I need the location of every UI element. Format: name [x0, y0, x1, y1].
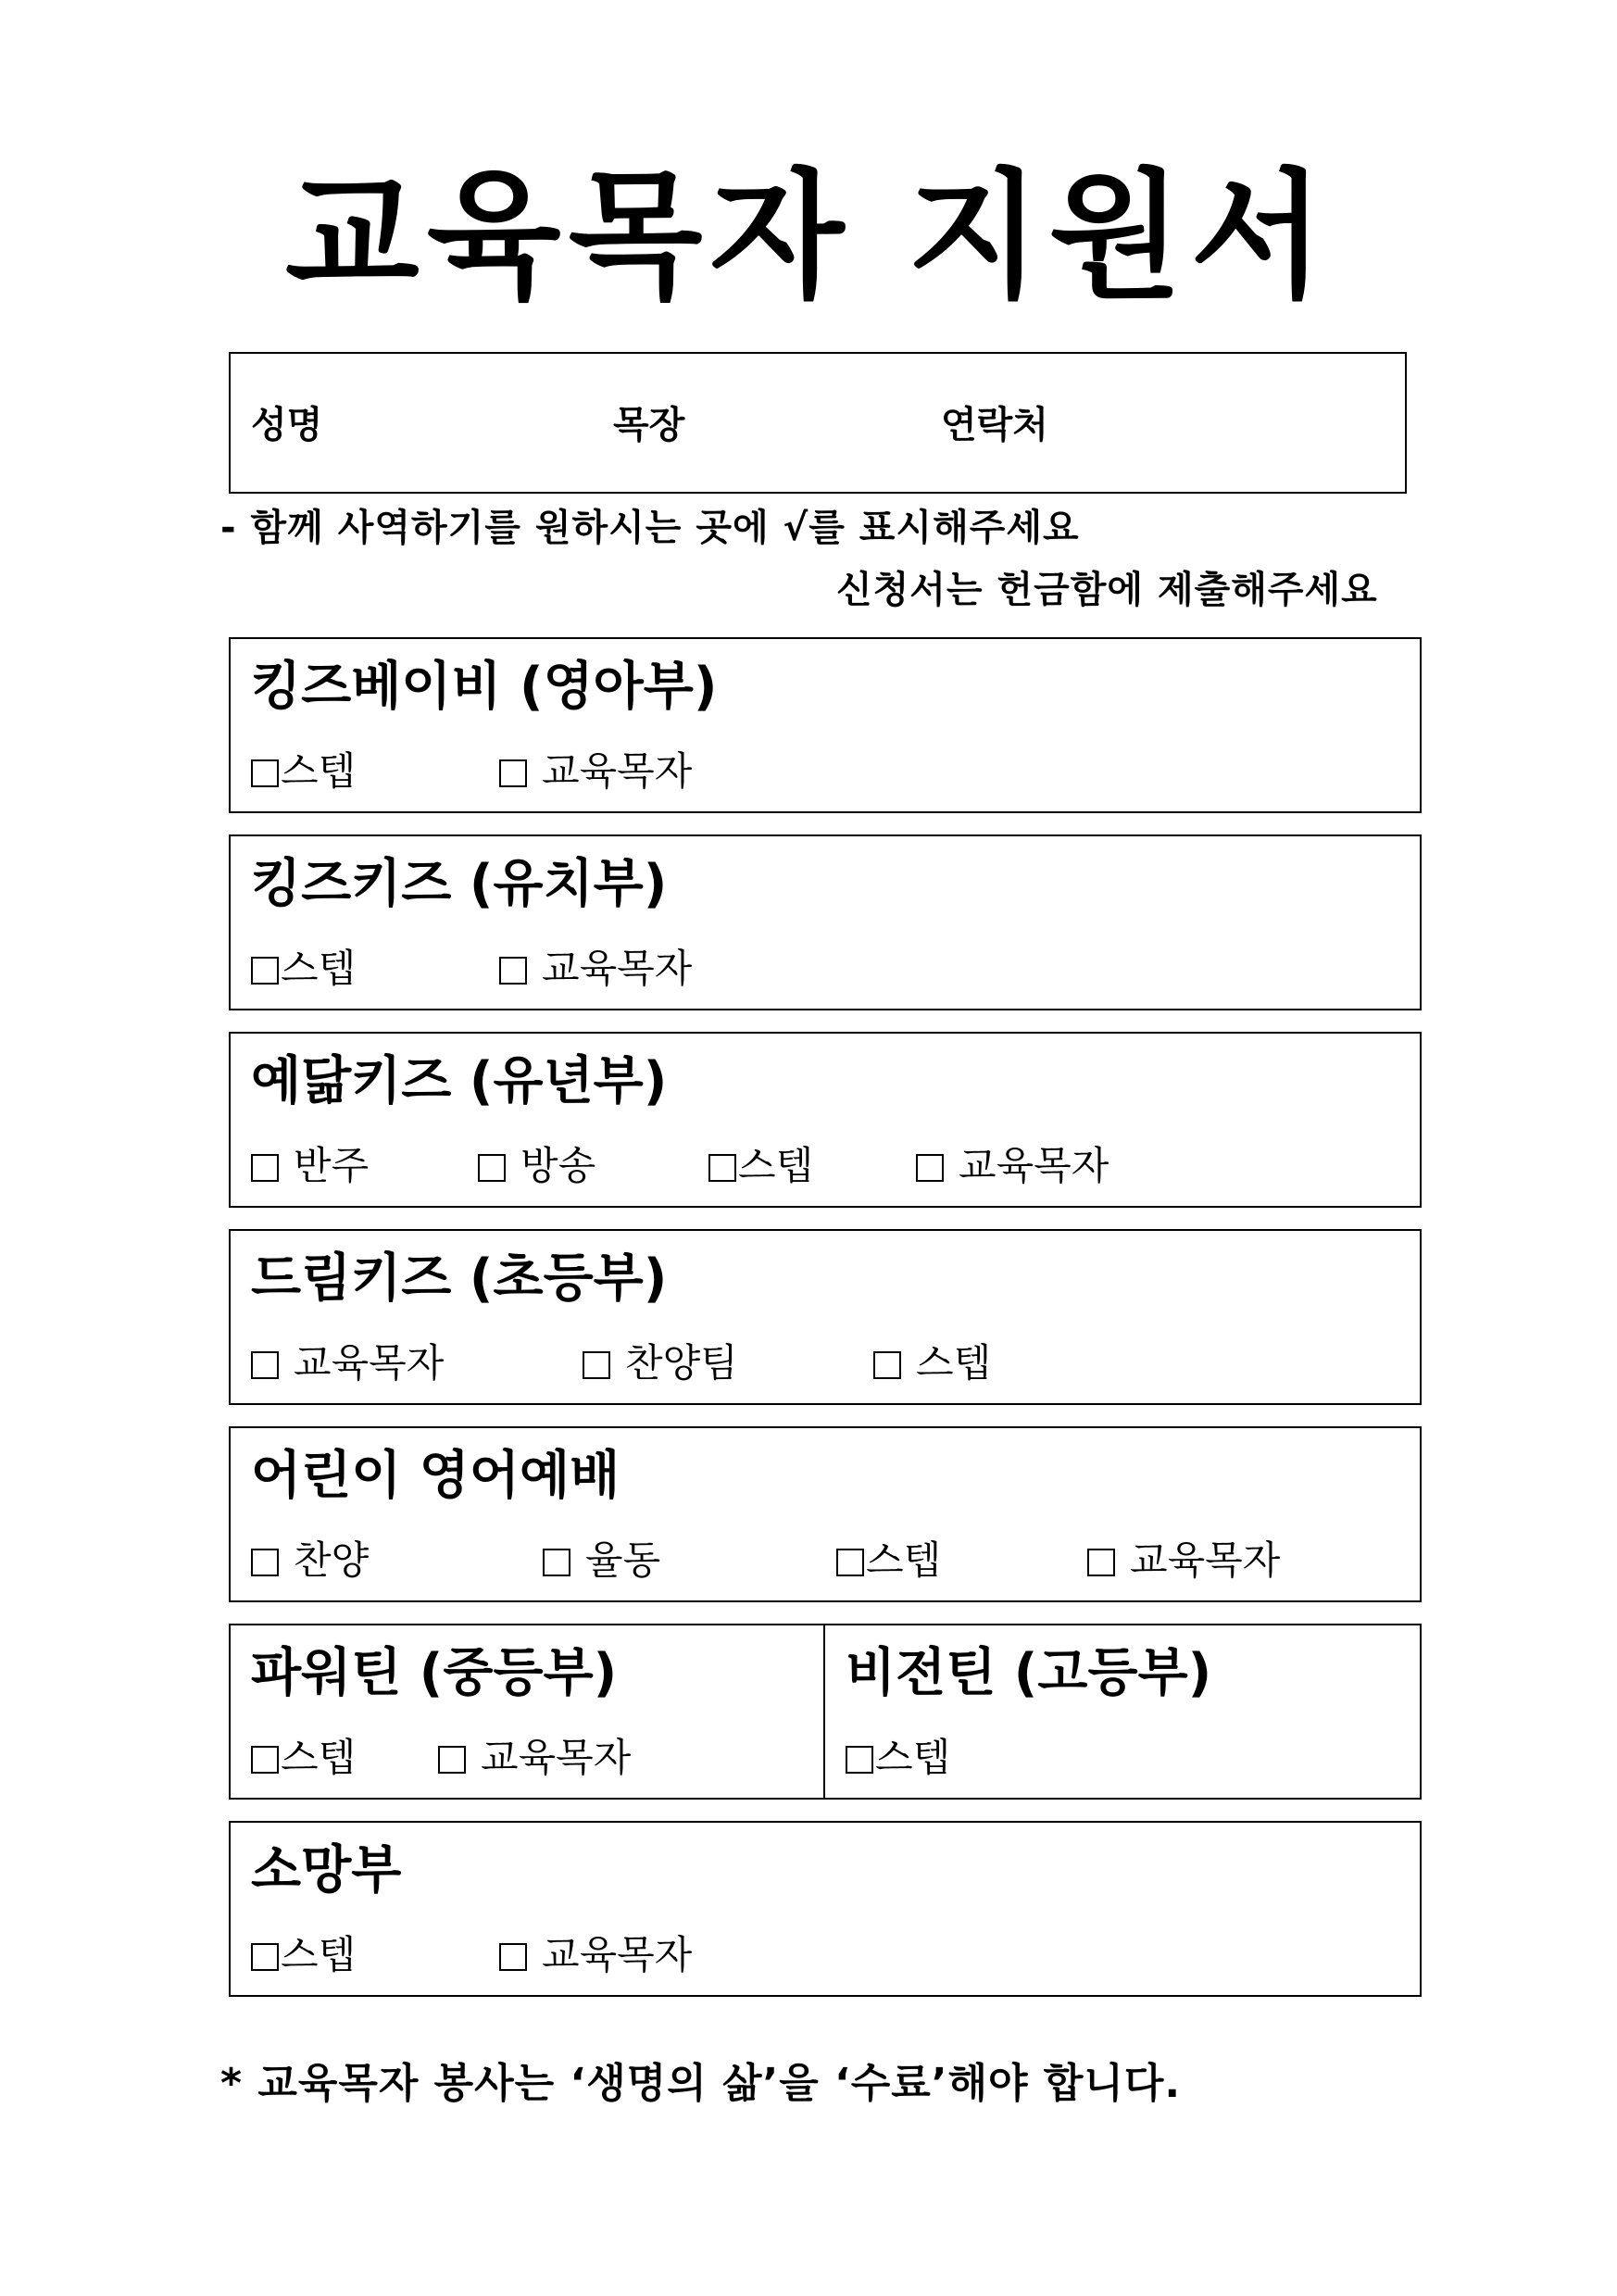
section-yedam-kids — [229, 1032, 1422, 1208]
section-title: 예닮키즈 (유년부) — [251, 1051, 668, 1111]
checkbox-icon[interactable] — [836, 1549, 864, 1576]
option-teacher[interactable] — [916, 1140, 1109, 1192]
checkbox-icon[interactable] — [251, 1154, 279, 1182]
checkbox-icon[interactable] — [251, 1351, 279, 1379]
applicant-info-box — [229, 352, 1407, 494]
option-label: 찬양팀 — [625, 1340, 738, 1386]
checkbox-icon[interactable] — [251, 1746, 279, 1774]
checkbox-icon[interactable] — [251, 1549, 279, 1576]
column-divider — [823, 1625, 825, 1798]
title-part1: 교육목자 — [284, 155, 852, 318]
option-staff[interactable] — [251, 1732, 356, 1784]
section-title: 어린이 영어예배 — [251, 1446, 620, 1506]
section-title: 비전틴 (고등부) — [846, 1643, 1212, 1703]
option-label: 교육목자 — [542, 1932, 693, 1977]
option-label: 스텝 — [866, 1537, 942, 1583]
option-teacher[interactable] — [438, 1732, 631, 1784]
checkbox-icon[interactable] — [708, 1154, 736, 1182]
option-staff[interactable] — [708, 1140, 813, 1192]
option-label: 방송 — [520, 1143, 596, 1188]
checkbox-icon[interactable] — [543, 1549, 570, 1576]
checkbox-icon[interactable] — [873, 1351, 901, 1379]
option-label: 스텝 — [281, 1735, 357, 1780]
section-title: 파워틴 (중등부) — [251, 1643, 618, 1703]
option-broadcast[interactable] — [478, 1140, 595, 1192]
checkbox-icon[interactable] — [583, 1351, 610, 1379]
section-somang — [229, 1821, 1422, 1997]
mokjang-label: 목장 — [613, 404, 685, 446]
option-staff[interactable] — [836, 1535, 941, 1587]
checkbox-icon[interactable] — [438, 1746, 466, 1774]
checkbox-icon[interactable] — [251, 957, 279, 985]
checkbox-icon[interactable] — [251, 759, 279, 787]
contact-label: 연락처 — [941, 404, 1048, 446]
checkbox-icon[interactable] — [846, 1746, 873, 1774]
option-label: 교육목자 — [294, 1340, 445, 1386]
option-label: 교육목자 — [542, 946, 693, 991]
checkbox-icon[interactable] — [478, 1154, 506, 1182]
option-staff[interactable] — [251, 746, 356, 797]
option-label: 교육목자 — [959, 1143, 1109, 1188]
option-dance[interactable] — [543, 1535, 660, 1587]
instruction-note: - 함께 사역하기를 원하시는 곳에 √를 표시해주세요 — [220, 507, 1080, 549]
option-label: 교육목자 — [1130, 1537, 1281, 1583]
option-label: 스텝 — [738, 1143, 814, 1188]
title-part2: 지원서 — [907, 155, 1333, 318]
page-title — [0, 148, 1617, 324]
option-label: 교육목자 — [481, 1735, 632, 1780]
checkbox-icon[interactable] — [916, 1154, 944, 1182]
checkbox-icon[interactable] — [499, 759, 527, 787]
option-label: 율동 — [585, 1537, 661, 1583]
option-teacher[interactable] — [499, 746, 692, 797]
option-worship-team[interactable] — [583, 1337, 738, 1389]
option-label: 반주 — [294, 1143, 370, 1188]
option-staff[interactable] — [873, 1337, 991, 1389]
option-label: 스텝 — [916, 1340, 992, 1386]
option-teacher[interactable] — [1087, 1535, 1280, 1587]
section-kings-kids — [229, 834, 1422, 1010]
option-teacher[interactable] — [499, 1929, 692, 1981]
option-teacher[interactable] — [499, 943, 692, 995]
option-label: 교육목자 — [542, 748, 693, 794]
checkbox-icon[interactable] — [499, 957, 527, 985]
option-staff[interactable] — [846, 1732, 950, 1784]
section-title: 드림키즈 (초등부) — [251, 1248, 668, 1309]
section-kings-baby — [229, 637, 1422, 813]
section-youth-row — [229, 1624, 1422, 1800]
checkbox-icon[interactable] — [1087, 1549, 1115, 1576]
submission-note: 신청서는 헌금함에 제출해주세요 — [836, 569, 1378, 611]
option-accompaniment[interactable] — [251, 1140, 369, 1192]
section-title: 킹즈키즈 (유치부) — [251, 854, 668, 914]
checkbox-icon[interactable] — [499, 1943, 527, 1971]
checkbox-icon[interactable] — [251, 1943, 279, 1971]
section-english-worship — [229, 1426, 1422, 1602]
option-staff[interactable] — [251, 1929, 356, 1981]
option-staff[interactable] — [251, 943, 356, 995]
option-praise[interactable] — [251, 1535, 369, 1587]
section-title: 킹즈베이비 (영아부) — [251, 657, 718, 717]
option-label: 스텝 — [281, 946, 357, 991]
option-label: 스텝 — [281, 1932, 357, 1977]
option-teacher[interactable] — [251, 1337, 444, 1389]
option-label: 스텝 — [281, 748, 357, 794]
section-title: 소망부 — [251, 1840, 402, 1901]
option-label: 찬양 — [294, 1537, 370, 1583]
footer-note: * 교육목자 봉사는 ‘생명의 삶’을 ‘수료’해야 합니다. — [220, 2060, 1182, 2107]
name-label: 성명 — [251, 404, 323, 446]
section-dream-kids — [229, 1229, 1422, 1405]
option-label: 스텝 — [875, 1735, 951, 1780]
